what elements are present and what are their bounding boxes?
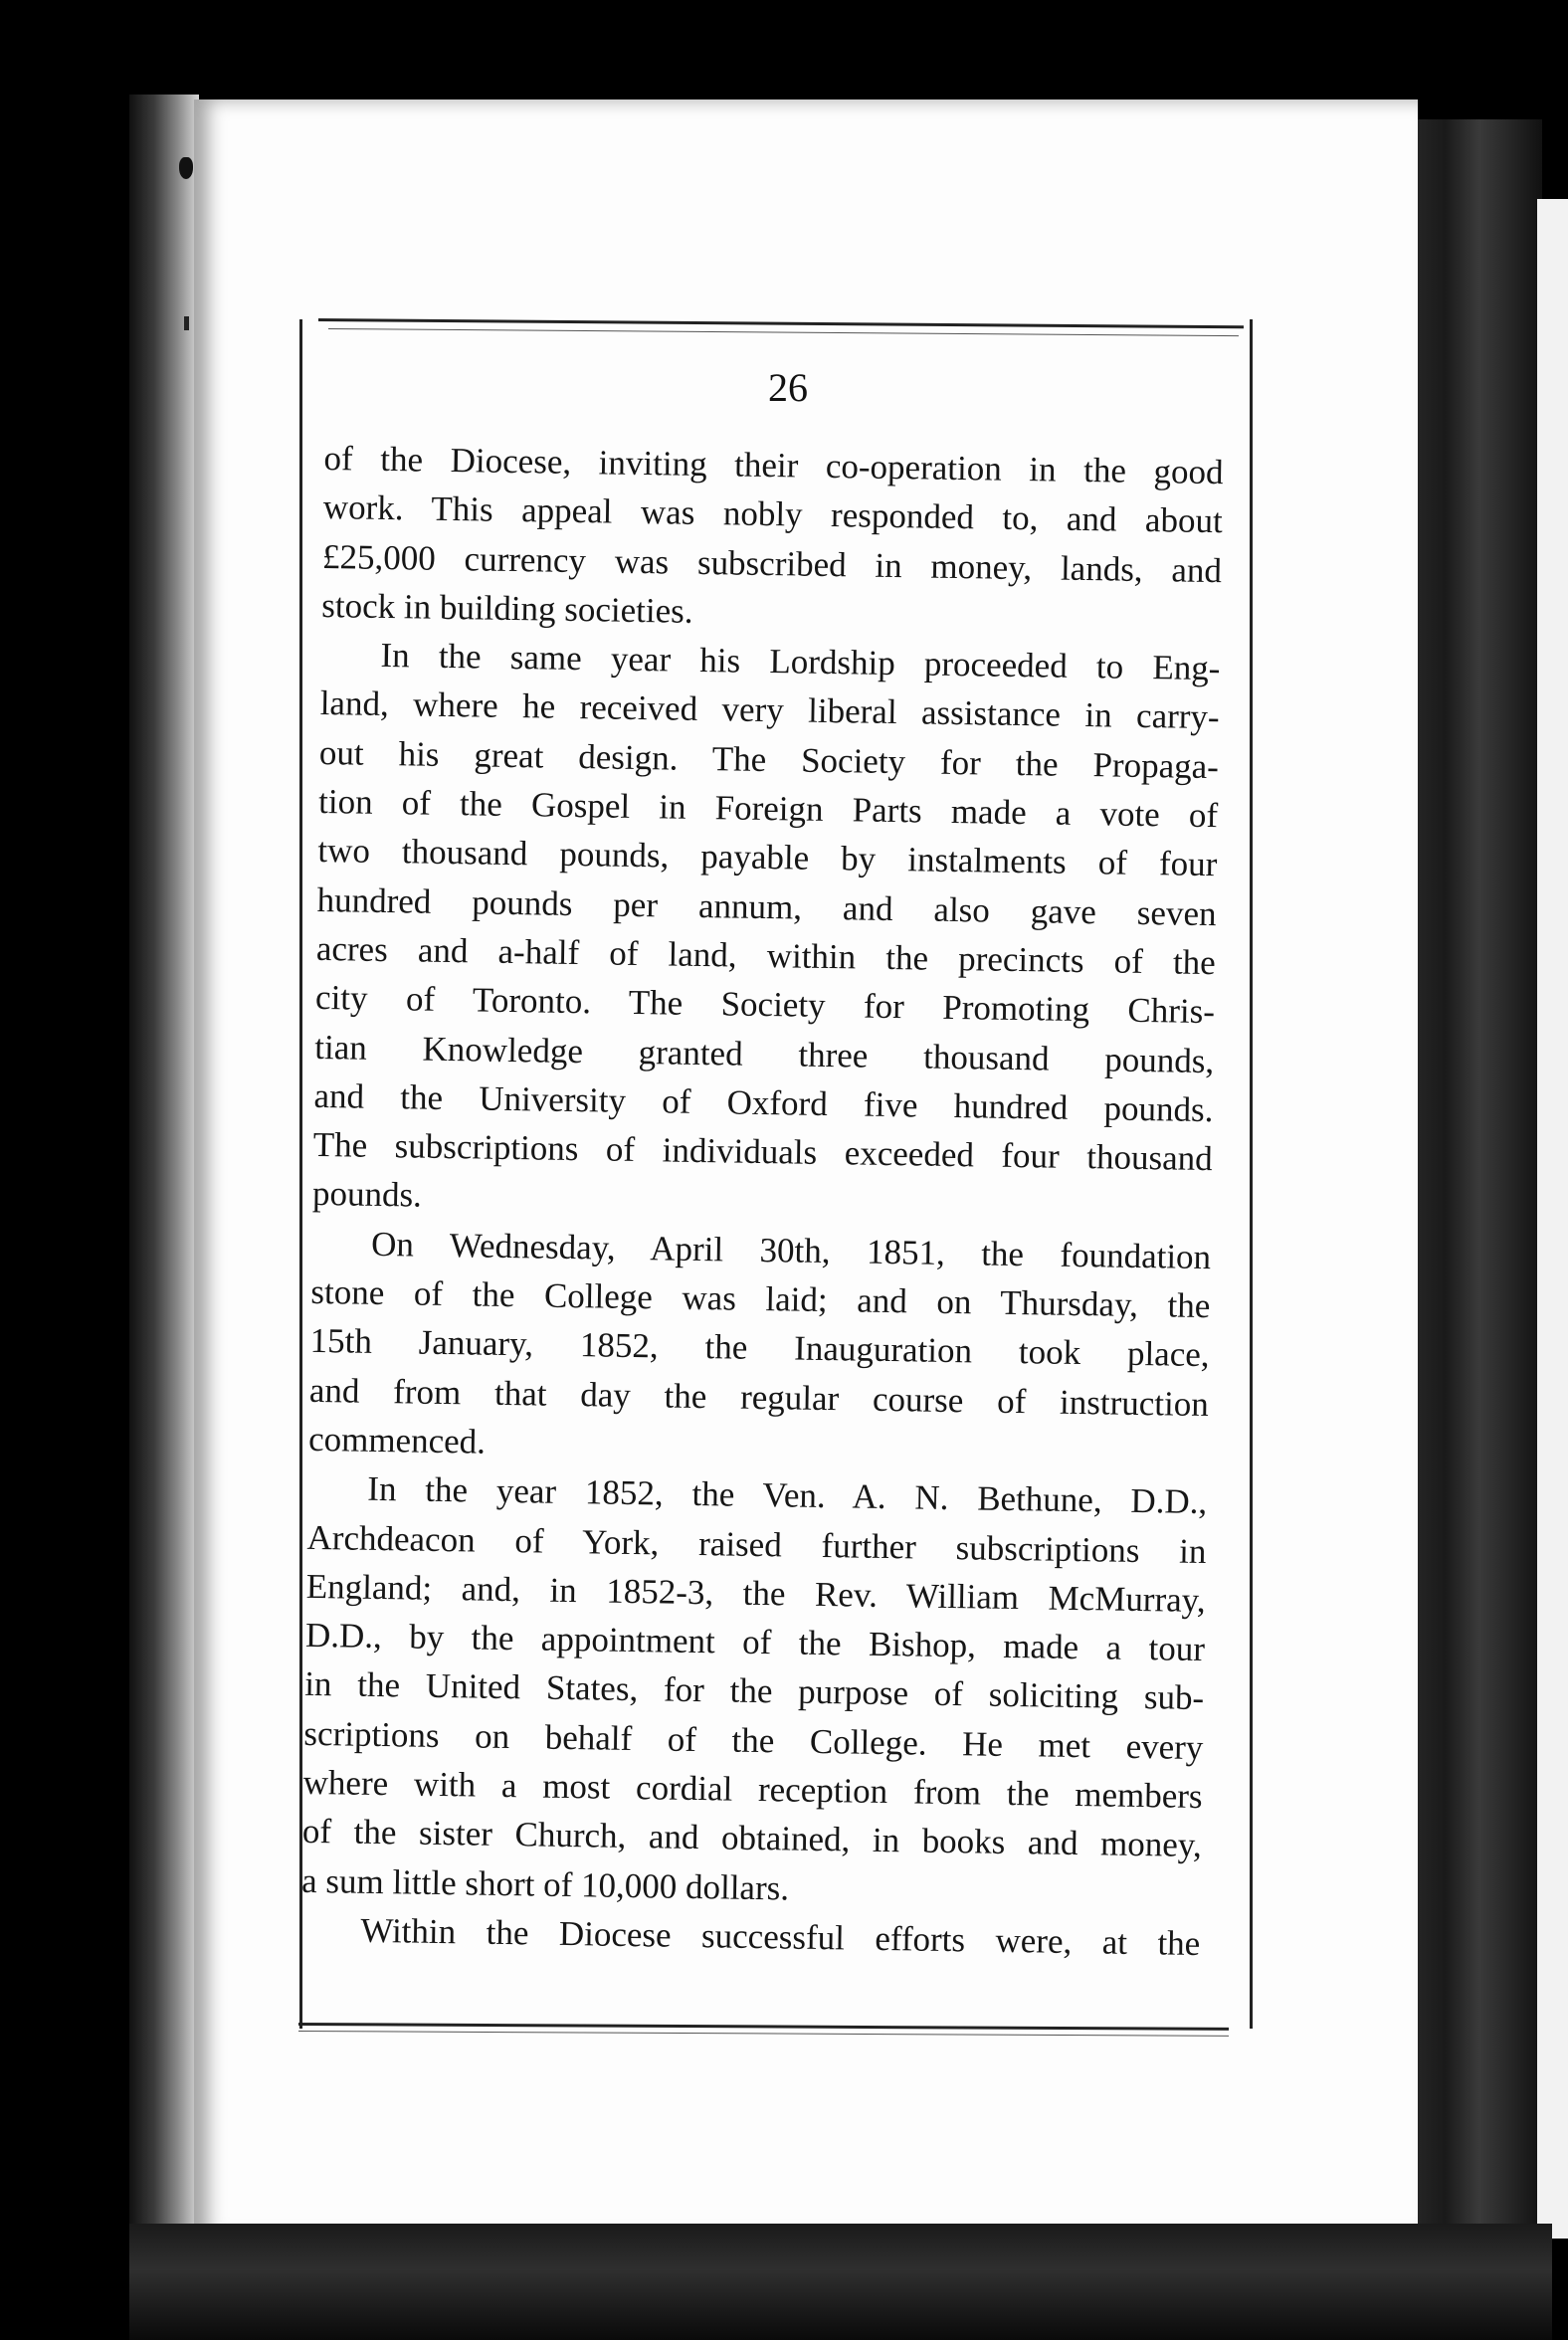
scan-background bbox=[0, 0, 1568, 99]
text-line: in the United States, for the purpose of soliciting sub- bbox=[303, 1664, 1205, 1718]
text-line: city of Toronto. The Society for Promoting Chris- bbox=[314, 978, 1216, 1032]
text-line: work. This appeal was nobly responded to, and about bbox=[322, 488, 1224, 541]
text-line: Archdeacon of York, raised further subscriptions in bbox=[306, 1517, 1207, 1571]
ink-tick-mark bbox=[184, 316, 189, 330]
text-line: On Wednesday, April 30th, 1851, the foundation bbox=[370, 1224, 1212, 1276]
text-line: pounds. bbox=[311, 1174, 423, 1216]
text-line: commenced. bbox=[307, 1419, 487, 1462]
text-line: acres and a-half of land, within the precincts of the bbox=[315, 928, 1217, 983]
text-line: two thousand pounds, payable by instalments of four bbox=[317, 831, 1218, 884]
text-line: England; and, in 1852-3, the Rev. William McMurray, bbox=[305, 1566, 1207, 1620]
page-number: 26 bbox=[768, 365, 808, 410]
page-gutter-shadow bbox=[129, 95, 199, 2243]
text-line: In the year 1852, the Ven. A. N. Bethune, D.D., bbox=[367, 1469, 1208, 1522]
text-line: hundred pounds per annum, and also gave seven bbox=[316, 879, 1217, 933]
book-spine bbox=[1403, 119, 1542, 2248]
text-line: tian Knowledge granted three thousand pounds, bbox=[314, 1027, 1215, 1080]
text-line: stone of the College was laid; and on Thursday, the bbox=[310, 1271, 1211, 1326]
text-line: scriptions on behalf of the College. He met every bbox=[303, 1713, 1204, 1767]
text-line: 15th January, 1852, the Inauguration took place, bbox=[309, 1321, 1210, 1375]
text-line: stock in building societies. bbox=[320, 585, 693, 631]
text-line: D.D., by the appointment of the Bishop, made a tour bbox=[304, 1615, 1206, 1669]
text-line: a sum little short of 10,000 dollars. bbox=[300, 1860, 790, 1908]
text-line: of the sister Church, and obtained, in books and money, bbox=[301, 1812, 1203, 1865]
body-text bbox=[300, 434, 1224, 1968]
text-line: where with a most cordial reception from the members bbox=[302, 1762, 1203, 1817]
text-line: and the University of Oxford five hundred pounds. bbox=[313, 1075, 1214, 1129]
text-line: of the Diocese, inviting their co-operation in the good bbox=[323, 438, 1224, 492]
text-line: and from that day the regular course of instruction bbox=[308, 1370, 1210, 1424]
text-line: £25,000 currency was subscribed in money, lands, and bbox=[321, 536, 1223, 590]
text-line: tion of the Gospel in Foreign Parts made a vote of bbox=[317, 782, 1219, 836]
text-line: out his great design. The Society for the Propaga- bbox=[318, 732, 1220, 786]
book-cover-edge bbox=[129, 2224, 1552, 2340]
text-line: The subscriptions of individuals exceeded four thousand bbox=[312, 1125, 1213, 1179]
ink-blot-mark bbox=[179, 157, 193, 179]
text-line: land, where he received very liberal assistance in carry- bbox=[319, 683, 1220, 737]
text-line: Within the Diocese successful efforts were, at the bbox=[360, 1910, 1201, 1963]
adjacent-page-edge bbox=[1537, 199, 1568, 2239]
text-line: In the same year his Lordship proceeded to Eng- bbox=[380, 636, 1221, 688]
